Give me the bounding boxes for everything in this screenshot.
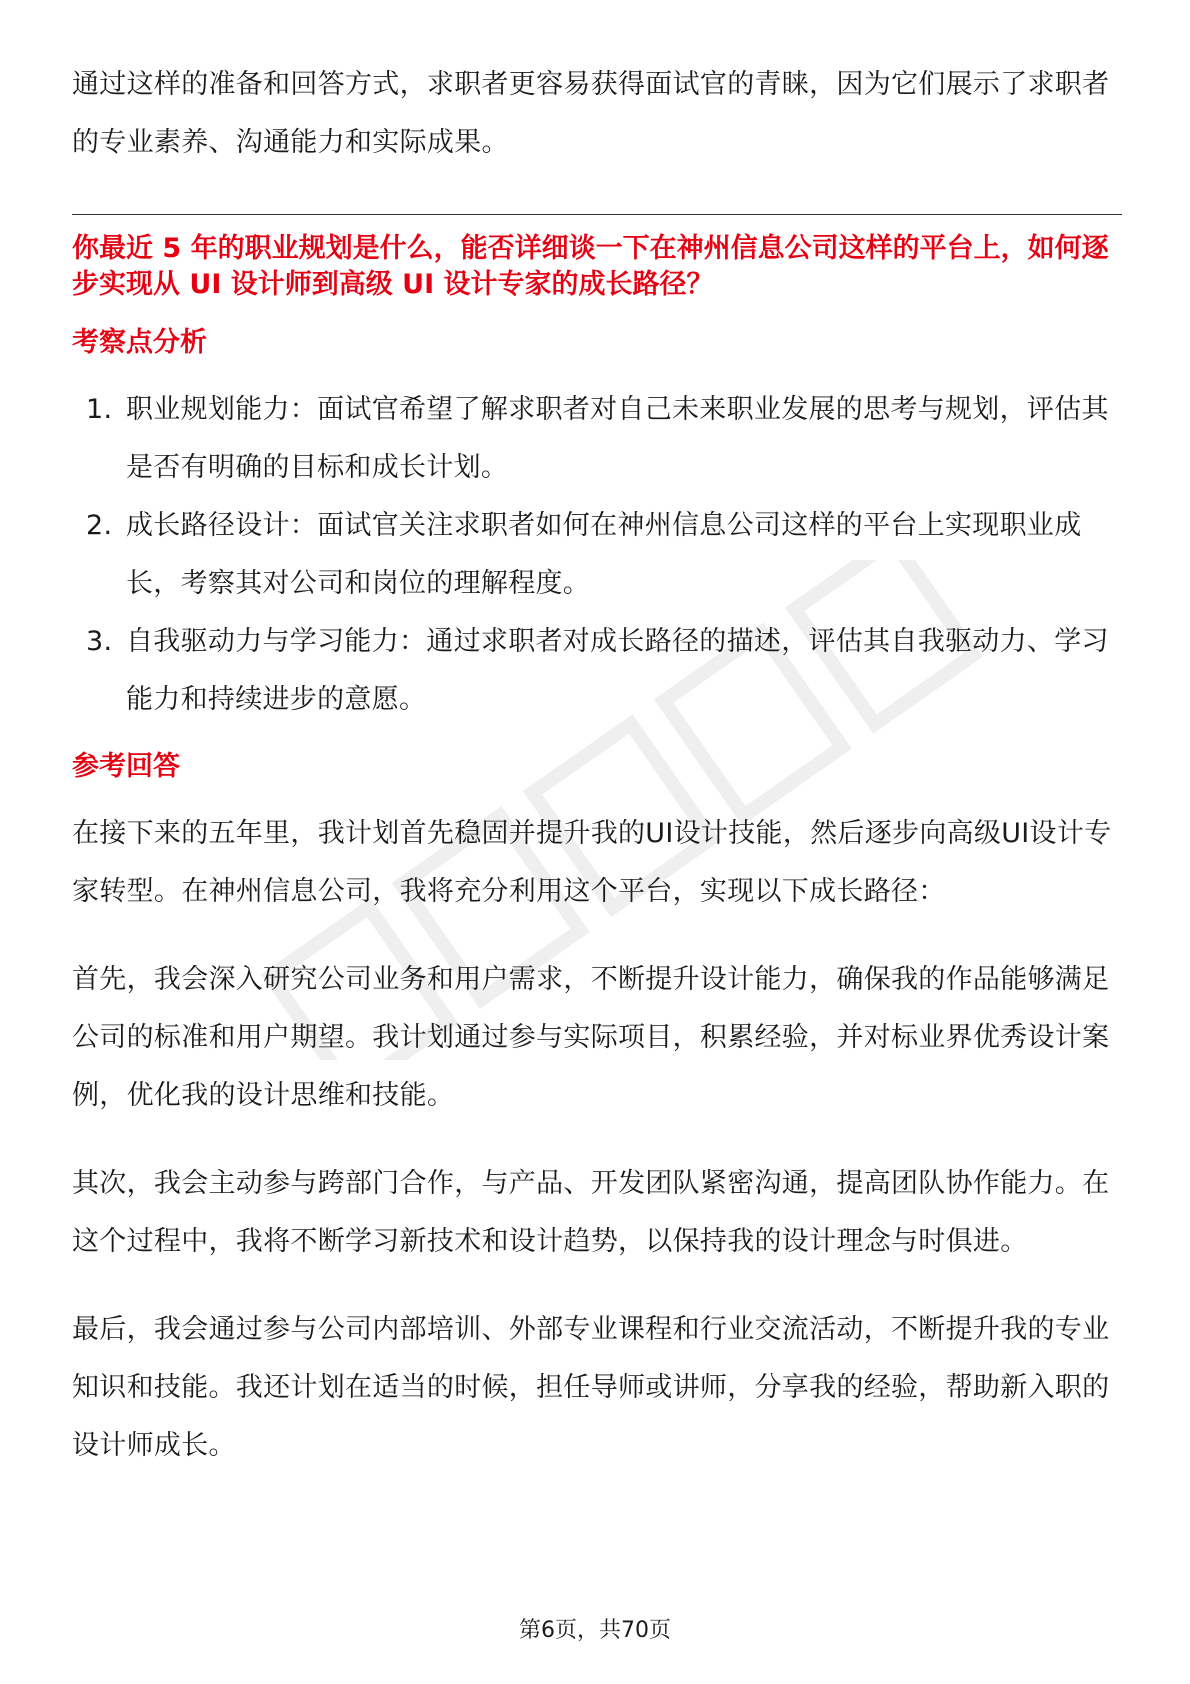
question-heading: 你最近 5 年的职业规划是什么，能否详细谈一下在神州信息公司这样的平台上，如何逐步实现从 UI 设计师到高级 UI 设计专家的成长路径？ [72, 233, 1109, 300]
answer-paragraph: 最后，我会通过参与公司内部培训、外部专业课程和行业交流活动，不断提升我的专业知识和技能。我还计划在适当的时候，担任导师或讲师，分享我的经验，帮助新入职的设计师成长。 [72, 1314, 1110, 1461]
answer-paragraph: 首先，我会深入研究公司业务和用户需求，不断提升设计能力，确保我的作品能够满足公司的标准和用户期望。我计划通过参与实际项目，积累经验，并对标业界优秀设计案例，优化我的设计思维和技能。 [72, 964, 1110, 1111]
list-item-number: 1. [86, 394, 113, 425]
list-item [72, 497, 1122, 613]
answer-heading: 参考回答 [72, 751, 180, 782]
page-number: 第6页，共70页 [519, 1618, 671, 1643]
list-item-number: 2. [86, 510, 113, 541]
list-item [72, 613, 1122, 729]
list-item-text: 自我驱动力与学习能力：通过求职者对成长路径的描述，评估其自我驱动力、学习能力和持续进步的意愿。 [126, 626, 1109, 715]
intro-paragraph: 通过这样的准备和回答方式，求职者更容易获得面试官的青睐，因为它们展示了求职者的专业素养、沟通能力和实际成果。 [72, 69, 1110, 158]
analysis-list [72, 381, 1122, 729]
answer-paragraph: 其次，我会主动参与跨部门合作，与产品、开发团队紧密沟通，提高团队协作能力。在这个过程中，我将不断学习新技术和设计趋势，以保持我的设计理念与时俱进。 [72, 1168, 1110, 1257]
answer-paragraph: 在接下来的五年里，我计划首先稳固并提升我的UI设计技能，然后逐步向高级UI设计专家转型。在神州信息公司，我将充分利用这个平台，实现以下成长路径： [72, 818, 1112, 907]
analysis-heading: 考察点分析 [72, 327, 207, 358]
list-item-text: 成长路径设计：面试官关注求职者如何在神州信息公司这样的平台上实现职业成长，考察其对公司和岗位的理解程度。 [126, 510, 1082, 599]
list-item-number: 3. [86, 626, 113, 657]
content-area [72, 56, 1122, 1505]
answer-body [72, 805, 1122, 1475]
list-item-text: 职业规划能力：面试官希望了解求职者对自己未来职业发展的思考与规划，评估其是否有明确的目标和成长计划。 [126, 394, 1109, 483]
list-item [72, 381, 1122, 497]
section-divider [72, 214, 1122, 215]
